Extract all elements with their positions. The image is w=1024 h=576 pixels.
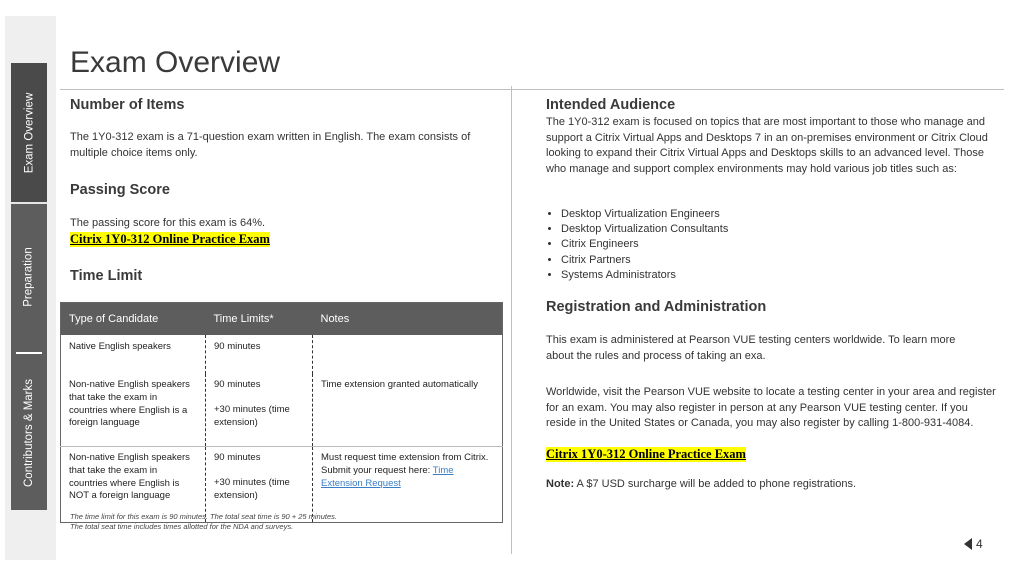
number-of-items-text: The 1Y0-312 exam is a 71-question exam written in English. The exam consists of multiple choice items only.: [70, 131, 471, 159]
cell-notes: [313, 335, 503, 374]
cell-time-extension: +30 minutes (time extension): [214, 403, 290, 428]
passing-score-text: The passing score for this exam is 64%.: [70, 217, 266, 229]
cell-time-base: 90 minutes: [214, 379, 261, 390]
header-candidate: Type of Candidate: [61, 303, 206, 336]
list-item: • Systems Administrators: [561, 268, 728, 283]
title-rule: [60, 89, 1004, 90]
tab-preparation[interactable]: [11, 204, 47, 350]
header-time-limits: Time Limits*: [206, 303, 313, 336]
cell-time-extension: +30 minutes (time extension): [214, 476, 290, 501]
pagination: [964, 537, 983, 551]
footnote-line-1: The time limit for this exam is 90 minutes. The total seat time is 90 + 25 minutes.: [70, 512, 337, 521]
list-item: • Desktop Virtualization Consultants: [561, 222, 728, 237]
practice-exam-link-left[interactable]: Citrix 1Y0-312 Online Practice Exam: [70, 232, 270, 246]
practice-exam-link-right[interactable]: Citrix 1Y0-312 Online Practice Exam: [546, 447, 746, 461]
cell-notes: [313, 447, 503, 523]
list-item: • Desktop Virtualization Engineers: [561, 207, 728, 222]
tab-contributors-marks-label: Contributors & Marks: [23, 378, 36, 488]
column-divider: [511, 86, 512, 554]
footnote-line-2: The total seat time includes times allotted for the NDA and surveys.: [70, 522, 294, 531]
tab-exam-overview-label: Exam Overview: [23, 92, 35, 173]
table-row: [61, 374, 503, 447]
table-header-row: [61, 303, 503, 336]
sidebar-marker: [16, 352, 42, 354]
table-row: [61, 335, 503, 374]
registration-heading: Registration and Administration: [546, 299, 767, 315]
time-limit-table: [60, 302, 503, 523]
header-notes: Notes: [313, 303, 503, 336]
registration-text-2: Worldwide, visit the Pearson VUE website to locate a testing center in your area and register for an exam. You may also register in person at any Pearson VUE testing center. If you reside in the United States or Canada, you may also register by calling 1-800-931-4084.: [546, 386, 996, 429]
tab-preparation-label: Preparation: [23, 247, 35, 307]
time-limit-footnote: [70, 512, 337, 532]
cell-candidate: Non-native English speakers that take the exam in countries where English is NOT a foreign language: [69, 452, 190, 502]
cell-notes: Time extension granted automatically: [313, 374, 503, 447]
registration-text-1: This exam is administered at Pearson VUE testing centers worldwide. To learn more about the rules and process of taking an exa.: [546, 334, 956, 362]
note-label: Note:: [546, 478, 575, 490]
job-titles-list: [546, 207, 728, 283]
cell-candidate: Native English speakers: [69, 341, 171, 352]
number-of-items-heading: Number of Items: [70, 97, 185, 113]
intended-audience-heading: Intended Audience: [546, 97, 676, 113]
passing-score-heading: Passing Score: [70, 182, 170, 198]
list-item: • Citrix Engineers: [561, 237, 728, 252]
cell-candidate: Non-native English speakers that take the exam in countries where English is a foreign language: [61, 374, 206, 447]
tab-exam-overview[interactable]: [11, 63, 47, 202]
previous-page-icon[interactable]: [964, 538, 972, 550]
tab-contributors-marks[interactable]: [11, 356, 47, 510]
intended-audience-text: The 1Y0-312 exam is focused on topics that are most important to those who manage and support a Citrix Virtual Apps and Desktops 7 in an on-premises environment or Citrix Cloud looking to expand their Citrix Virtual Apps and Desktops skills to an advanced level. Those who manage and support complex environments may hold various job titles such as:: [546, 116, 988, 175]
note-text: A $7 USD surcharge will be added to phone registrations.: [574, 478, 857, 490]
cell-time: 90 minutes: [206, 335, 313, 374]
page-title: Exam Overview: [70, 46, 281, 79]
time-limit-heading: Time Limit: [70, 268, 143, 284]
cell-time: [206, 374, 313, 447]
registration-note: [546, 477, 996, 493]
list-item: • Citrix Partners: [561, 253, 728, 268]
time-extension-request-link[interactable]: Time Extension Request: [321, 464, 454, 489]
page-number: 4: [976, 537, 983, 551]
cell-time-base: 90 minutes: [214, 452, 261, 463]
cell-notes-text: Must request time extension from Citrix. Submit your request here:: [321, 452, 489, 476]
